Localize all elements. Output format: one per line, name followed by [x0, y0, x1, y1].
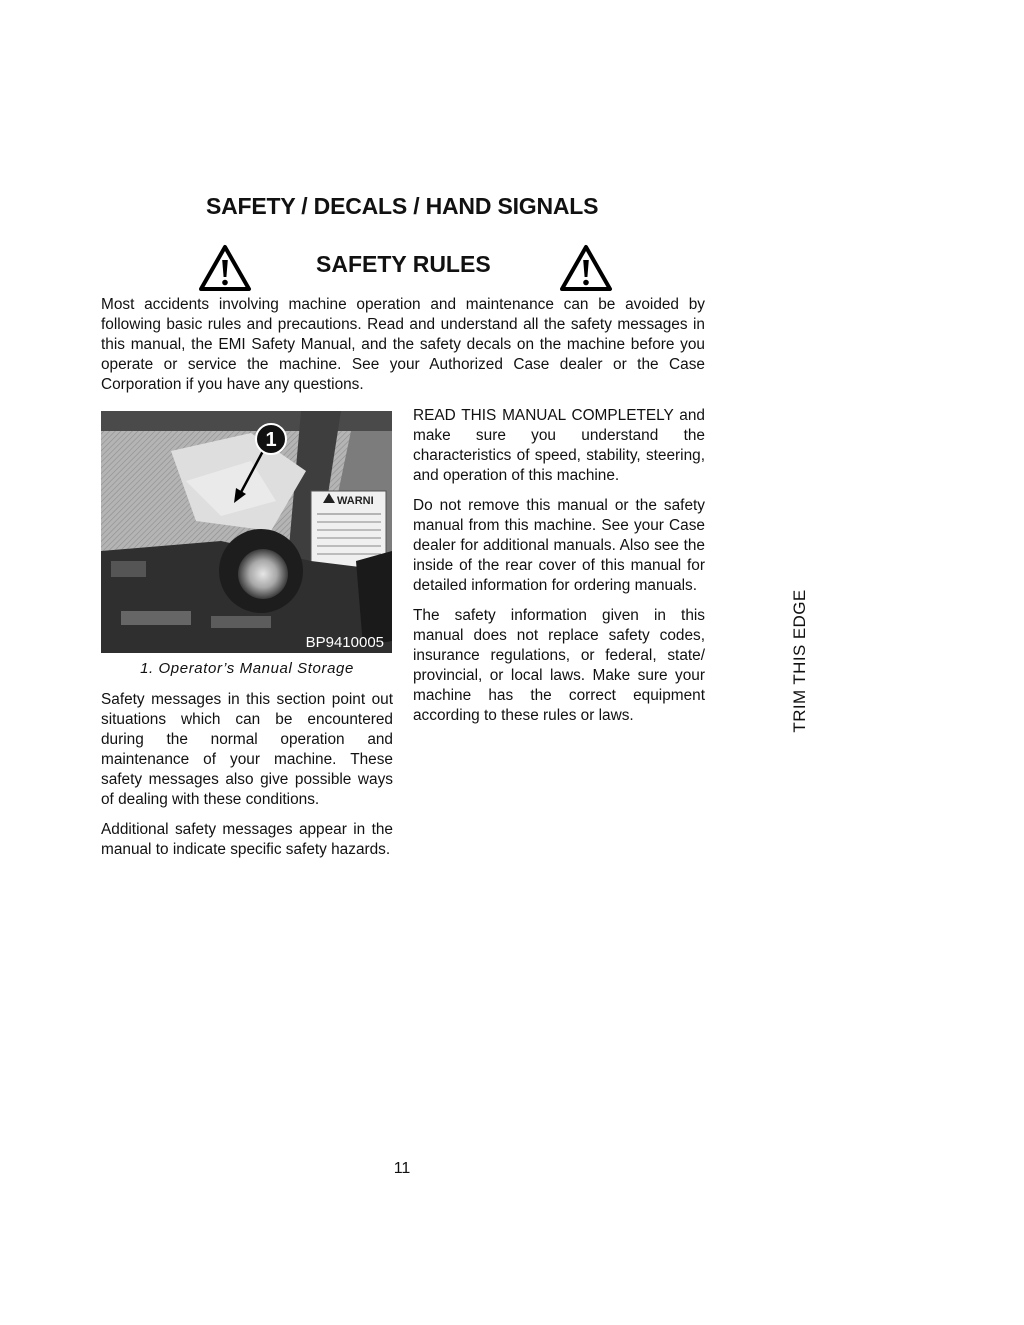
figure-caption: 1. Operator’s Manual Storage	[140, 660, 354, 677]
left-paragraph-2: Additional safety messages appear in the manual to indicate specific safety hazards.	[101, 821, 393, 858]
warning-triangle-icon	[559, 244, 613, 292]
decal-warning-text: WARNI	[337, 495, 374, 507]
page-number: 11	[393, 1160, 411, 1177]
right-paragraph-2: Do not remove this manual or the safety manual from this machine. See your Case dealer for additional manuals. Also see the inside of the rear cover of this manual for detailed information for ordering manuals.	[413, 497, 705, 594]
operators-manual-storage-photo	[101, 411, 392, 653]
section-title: SAFETY / DECALS / HAND SIGNALS	[206, 193, 599, 219]
right-paragraph-3: The safety information given in this manual does not replace safety codes, insurance regulations, or federal, state/ provincial, or local laws. Make sure your machine has the correct equipment according to these rules or laws.	[413, 607, 705, 724]
photo-id-label: BP9410005	[305, 634, 384, 651]
right-paragraph-1: READ THIS MANUAL COMPLETELY and make sure you understand the characteristics of speed, stability, steering, and operation of this machine.	[413, 407, 705, 484]
warning-triangle-icon	[198, 244, 252, 292]
right-column	[413, 406, 705, 726]
trim-edge-note: TRIM THIS EDGE	[790, 589, 809, 733]
left-paragraph-1: Safety messages in this section point out situations which can be encountered during the normal operation and maintenance of your machine. These safety messages also give possible ways of dealing with these conditions.	[101, 691, 393, 808]
callout-number: 1	[265, 429, 277, 451]
safety-rules-title: SAFETY RULES	[316, 251, 491, 277]
intro-paragraph: Most accidents involving machine operation and maintenance can be avoided by following basic rules and precautions. Read and understand all the safety messages in this manual, the EMI Safety Manual, and the safety decals on the machine before you operate or service the machine. See your Authorized Case dealer or the Case Corporation if you have any questions.	[101, 296, 705, 393]
